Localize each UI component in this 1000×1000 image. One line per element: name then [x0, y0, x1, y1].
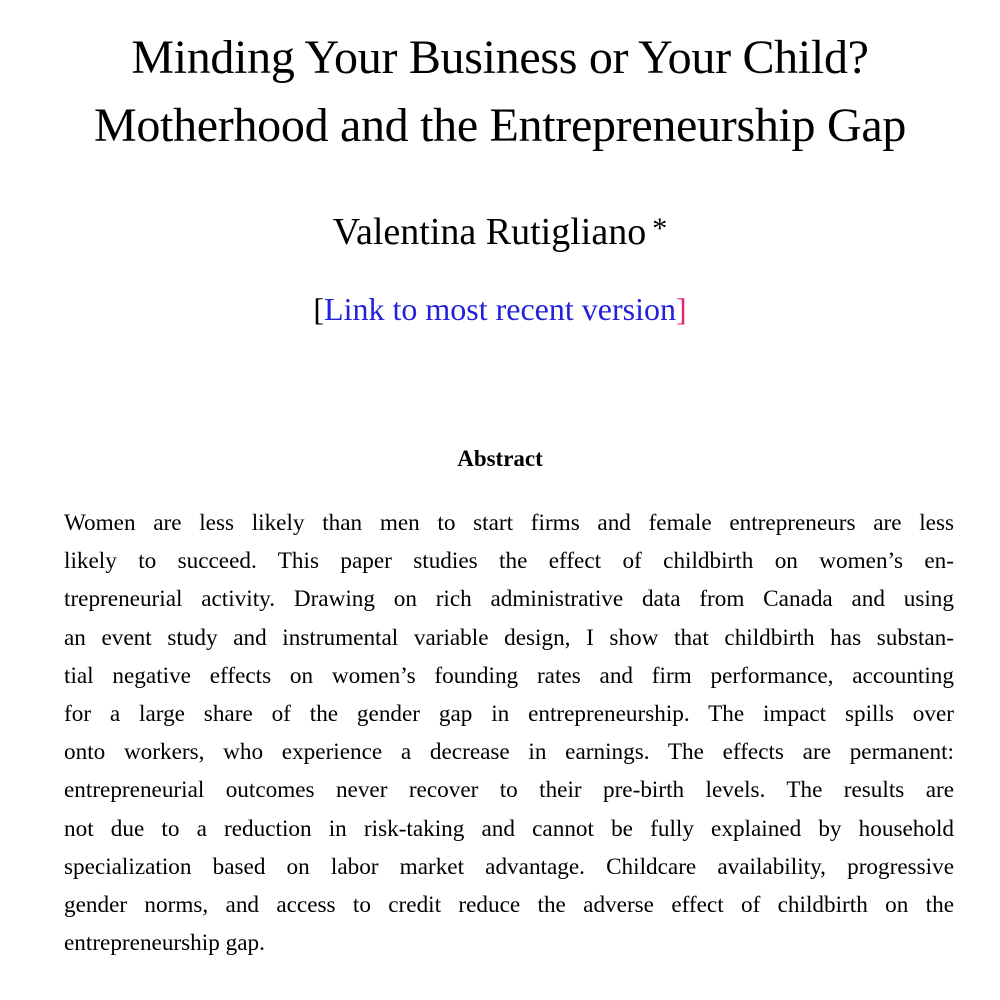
abstract-line: onto workers, who experience a decrease in earnings. The effects are permanent: [64, 739, 954, 766]
bracket-right: ] [675, 291, 687, 327]
paper-title [0, 24, 1000, 160]
abstract-line: an event study and instrumental variable design, I show that childbirth has substan- [64, 624, 954, 651]
title-line-2: Motherhood and the Entrepreneurship Gap [93, 99, 907, 152]
title-line-1: Minding Your Business or Your Child? [131, 31, 869, 84]
abstract-line: for a large share of the gender gap in entrepreneurship. The impact spills over [64, 701, 954, 728]
abstract-line: likely to succeed. This paper studies the effect of childbirth on women’s en- [64, 548, 954, 575]
abstract-line: entrepreneurship gap. [64, 930, 265, 957]
abstract-line: specialization based on labor market advantage. Childcare availability, progressive [64, 853, 954, 880]
abstract-line: trepreneurial activity. Drawing on rich administrative data from Canada and using [64, 586, 954, 613]
abstract-line: not due to a reduction in risk-taking and cannot be fully explained by household [64, 815, 954, 842]
author-name: Valentina Rutigliano [332, 211, 647, 253]
abstract-line: tial negative effects on women’s founding rates and firm performance, accounting [64, 662, 954, 689]
recent-version-link[interactable]: Link to most recent version [324, 291, 676, 327]
author-line [0, 205, 1000, 256]
version-link-line [0, 288, 1000, 330]
bracket-left: [ [313, 291, 325, 327]
abstract-line: gender norms, and access to credit reduce the adverse effect of childbirth on the [64, 892, 954, 919]
abstract-line: Women are less likely than men to start firms and female entrepreneurs are less [64, 510, 954, 536]
author-footnote-mark: * [652, 212, 668, 245]
abstract-line: entrepreneurial outcomes never recover to their pre-birth levels. The results are [64, 777, 954, 804]
abstract-heading: Abstract [457, 446, 543, 471]
abstract-body [64, 504, 954, 962]
